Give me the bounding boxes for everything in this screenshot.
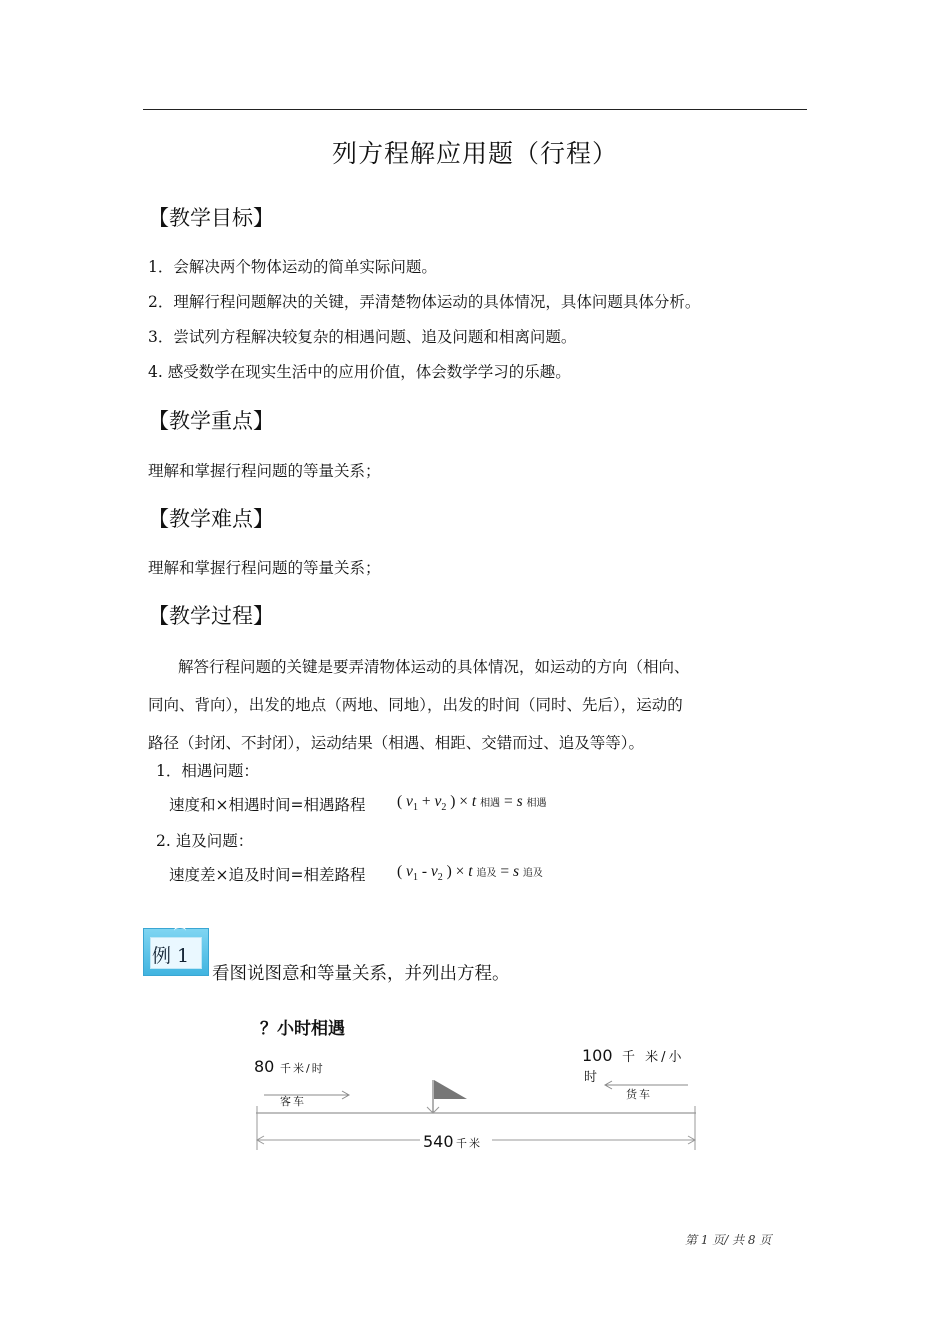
formula-paren: ) [450, 793, 456, 810]
formula-op: - [417, 863, 431, 880]
process-para-line-1: 解答行程问题的关键是要弄清物体运动的具体情况，如运动的方向（相向、 [178, 658, 690, 676]
formula-eq: = [500, 863, 513, 880]
distance-number: 540 [423, 1132, 454, 1151]
formula-v2: v [430, 863, 438, 880]
page-title: 列方程解应用题（行程） [331, 139, 618, 168]
difficulties-heading: 【教学难点】 [148, 507, 274, 531]
formula-t: t [471, 793, 477, 810]
formula-t-sub: 追及 [476, 868, 497, 879]
meet-relation: 速度和×相遇时间=相遇路程 [169, 796, 366, 814]
process-heading: 【教学过程】 [148, 604, 274, 628]
flag-icon [434, 1080, 467, 1099]
formula-v1: v [406, 863, 413, 880]
page-footer: 第 1 页/ 共 8 页 [685, 1233, 772, 1247]
formula-v2-sub: 2 [441, 802, 447, 814]
formula-v1-sub: 1 [412, 872, 418, 884]
goal-item-1: 1．会解决两个物体运动的简单实际问题。 [148, 258, 437, 276]
diagram-question: ？小时相遇 [260, 1019, 345, 1039]
formula-t: t [468, 863, 473, 880]
meeting-diagram [240, 1010, 720, 1170]
formula-paren: ) [446, 863, 452, 880]
badge-moon-icon [174, 926, 186, 936]
formula-eq: = [503, 793, 517, 810]
formula-s: s [516, 793, 523, 810]
formula-v2-sub: 2 [437, 872, 443, 884]
formula-s-sub: 相遇 [526, 798, 547, 809]
formula-s: s [512, 863, 520, 880]
formula-v1: v [406, 793, 413, 810]
chase-relation: 速度差×追及时间=相差路程 [169, 866, 366, 884]
formula-paren: ( [397, 863, 403, 880]
key-points-heading: 【教学重点】 [148, 409, 274, 433]
right-speed-unit-wrap: 时 [584, 1070, 598, 1085]
distance-unit: 千米 [456, 1137, 482, 1150]
right-vehicle: 货车 [626, 1088, 652, 1101]
formula-times: × [455, 793, 472, 810]
key-points-text: 理解和掌握行程问题的等量关系； [148, 462, 381, 480]
formula-v1-sub: 1 [412, 802, 418, 814]
process-para-line-2: 同向、背向），出发的地点（两地、同地），出发的时间（同时、先后），运动的 [148, 696, 683, 714]
left-speed-number: 80 [254, 1057, 275, 1076]
formula-v2: v [434, 793, 442, 810]
right-speed-number: 100 [582, 1046, 613, 1065]
goal-item-3: 3．尝试列方程解决较复杂的相遇问题、追及问题和相离问题。 [148, 328, 577, 346]
meet-formula [397, 793, 546, 813]
formula-times: × [451, 863, 469, 880]
process-paragraph [148, 648, 768, 762]
formula-t-sub: 相遇 [480, 798, 501, 809]
chase-heading: 2. 追及问题： [156, 832, 254, 850]
left-speed-unit: 千米/时 [280, 1062, 325, 1075]
example-prompt: 看图说图意和等量关系，并列出方程。 [212, 964, 510, 984]
chase-formula [397, 863, 543, 883]
left-vehicle: 客车 [280, 1095, 306, 1108]
difficulties-text: 理解和掌握行程问题的等量关系； [148, 559, 381, 577]
goal-item-4: 4. 感受数学在现实生活中的应用价值，体会数学学习的乐趣。 [148, 363, 571, 381]
goal-item-2: 2．理解行程问题解决的关键，弄清楚物体运动的具体情况，具体问题具体分析。 [148, 293, 701, 311]
formula-op: + [417, 793, 435, 810]
example-badge-label: 例 1 [152, 945, 190, 967]
formula-paren: ( [397, 793, 403, 810]
right-speed-unit: 千 米/小 [622, 1050, 685, 1065]
process-para-line-3: 路径（封闭、不封闭），运动结果（相遇、相距、交错而过、追及等等）。 [148, 734, 645, 752]
meet-heading: 1．相遇问题： [156, 762, 259, 780]
formula-s-sub: 追及 [522, 868, 543, 879]
header-rule [143, 109, 807, 110]
goals-heading: 【教学目标】 [148, 206, 274, 230]
example-badge [143, 928, 209, 976]
